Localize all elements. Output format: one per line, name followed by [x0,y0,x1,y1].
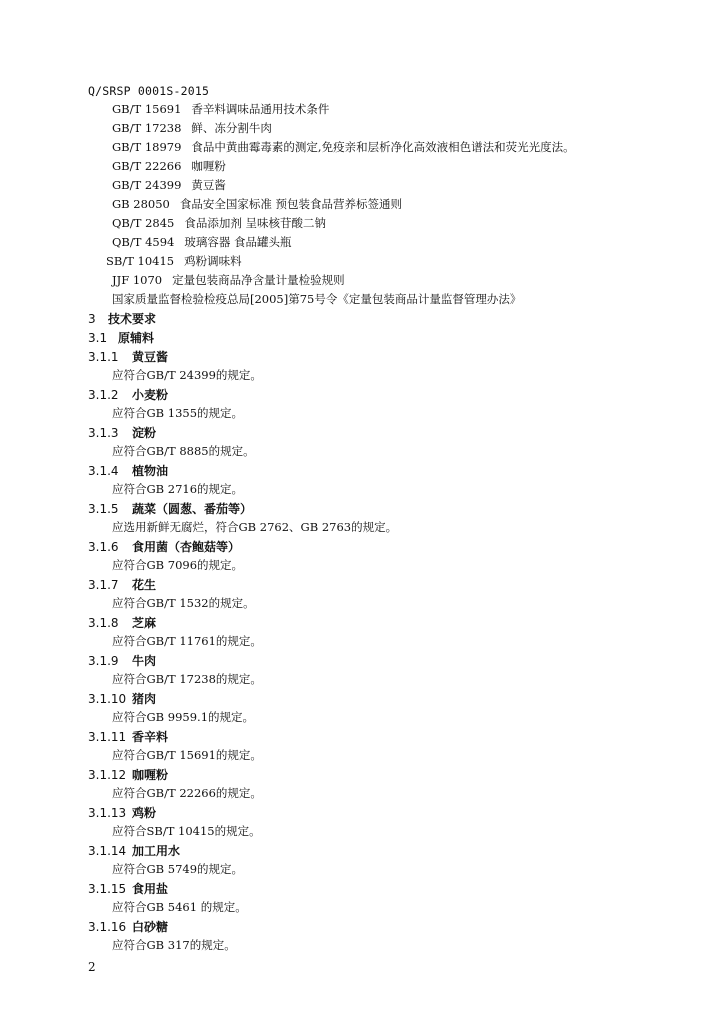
reference-code: GB/T 24399 [112,178,182,192]
item-heading [88,690,156,707]
reference-code: GB/T 18979 [112,140,182,154]
reference-item [112,272,345,288]
reference-title: 鲜、冻分割牛肉 [191,121,272,135]
reference-title: 黄豆酱 [191,178,226,192]
item-heading [88,842,180,859]
item-text: 应符合SB/T 10415的规定。 [112,824,261,838]
item-text: 应符合GB 317的规定。 [112,938,236,952]
page-number: 2 [88,960,96,974]
item-heading [88,500,252,517]
item-number: 3.1.10 [88,692,127,706]
reference-title: 鸡粉调味料 [184,254,242,268]
reference-code: GB/T 22266 [112,159,182,173]
section-number: 3 [88,312,96,326]
section-heading [88,310,156,327]
reference-title: 食品中黄曲霉毒素的测定,免疫亲和层析净化高效液相色谱法和荧光光度法。 [191,140,575,154]
reference-title: 咖喱粉 [191,159,226,173]
item-title: 香辛料 [132,730,169,744]
item-text: 应符合GB 9959.1的规定。 [112,710,255,724]
item-text: 应符合GB/T 8885的规定。 [112,444,255,458]
item-number: 3.1.8 [88,616,119,630]
reference-title: 国家质量监督检验检疫总局[2005]第75号令《定量包装商品计量监督管理办法》 [112,292,522,306]
reference-title: 香辛料调味品通用技术条件 [191,102,330,116]
reference-code: GB/T 15691 [112,102,182,116]
item-heading [88,728,168,745]
item-text: 应符合GB 7096的规定。 [112,558,244,572]
document-code: Q/SRSP 0001S-2015 [88,84,210,98]
item-number: 3.1.13 [88,806,127,820]
item-heading [88,348,168,365]
item-number: 3.1.7 [88,578,119,592]
reference-title: 定量包装商品净含量计量检验规则 [172,273,345,287]
item-title: 淀粉 [132,426,157,440]
item-number: 3.1.14 [88,844,127,858]
reference-item [106,253,242,269]
item-text: 应符合GB 2716的规定。 [112,482,244,496]
item-heading [88,766,168,783]
reference-item [112,215,326,231]
item-heading [88,576,156,593]
item-text: 应符合GB/T 11761的规定。 [112,634,262,648]
item-title: 植物油 [132,464,169,478]
item-heading [88,614,156,631]
subsection-heading [88,329,154,346]
subsection-title: 原辅料 [118,331,155,345]
section-title: 技术要求 [108,312,157,326]
item-heading [88,538,240,555]
reference-title: 食品安全国家标准 预包装食品营养标签通则 [179,197,403,211]
item-text: 应符合GB 5749的规定。 [112,862,244,876]
item-number: 3.1.1 [88,350,119,364]
item-title: 花生 [132,578,157,592]
item-title: 猪肉 [132,692,157,706]
item-title: 加工用水 [132,844,181,858]
item-text: 应符合GB/T 1532的规定。 [112,596,255,610]
item-number: 3.1.6 [88,540,119,554]
item-title: 食用盐 [132,882,169,896]
item-heading [88,652,156,669]
reference-code: GB/T 17238 [112,121,182,135]
item-number: 3.1.12 [88,768,127,782]
item-text: 应符合GB/T 15691的规定。 [112,748,262,762]
item-text: 应符合GB/T 24399的规定。 [112,368,262,382]
item-heading [88,880,168,897]
item-number: 3.1.4 [88,464,119,478]
reference-item [112,101,329,117]
reference-item [112,234,292,250]
reference-item [112,158,226,174]
item-number: 3.1.3 [88,426,119,440]
reference-title: 食品添加剂 呈味核苷酸二钠 [184,216,327,230]
item-number: 3.1.16 [88,920,127,934]
item-number: 3.1.2 [88,388,119,402]
item-title: 黄豆酱 [132,350,169,364]
reference-item [112,139,575,155]
item-title: 芝麻 [132,616,157,630]
item-title: 小麦粉 [132,388,169,402]
reference-code: QB/T 4594 [112,235,175,249]
item-heading [88,386,168,403]
item-text: 应符合GB/T 17238的规定。 [112,672,262,686]
item-title: 鸡粉 [132,806,157,820]
reference-code: SB/T 10415 [106,254,175,268]
item-title: 白砂糖 [132,920,169,934]
item-text: 应符合GB/T 22266的规定。 [112,786,262,800]
item-title: 食用菌（杏鲍菇等） [132,540,241,554]
item-title: 咖喱粉 [132,768,169,782]
item-number: 3.1.9 [88,654,119,668]
reference-item [112,291,521,307]
item-text: 应符合GB 5461 的规定。 [112,900,247,914]
item-title: 牛肉 [132,654,157,668]
item-number: 3.1.5 [88,502,119,516]
reference-title: 玻璃容器 食品罐头瓶 [184,235,292,249]
subsection-number: 3.1 [88,331,108,345]
reference-code: QB/T 2845 [112,216,175,230]
item-text: 应选用新鲜无腐烂，符合GB 2762、GB 2763的规定。 [112,520,398,534]
item-heading [88,462,168,479]
reference-item [112,177,226,193]
item-heading [88,918,168,935]
reference-item [112,120,272,136]
item-number: 3.1.11 [88,730,127,744]
reference-code: GB 28050 [112,197,170,211]
item-number: 3.1.15 [88,882,127,896]
item-text: 应符合GB 1355的规定。 [112,406,244,420]
reference-code: JJF 1070 [112,273,163,287]
item-title: 蔬菜（圆葱、番茄等） [132,502,253,516]
reference-item [112,196,402,212]
item-heading [88,424,156,441]
item-heading [88,804,156,821]
